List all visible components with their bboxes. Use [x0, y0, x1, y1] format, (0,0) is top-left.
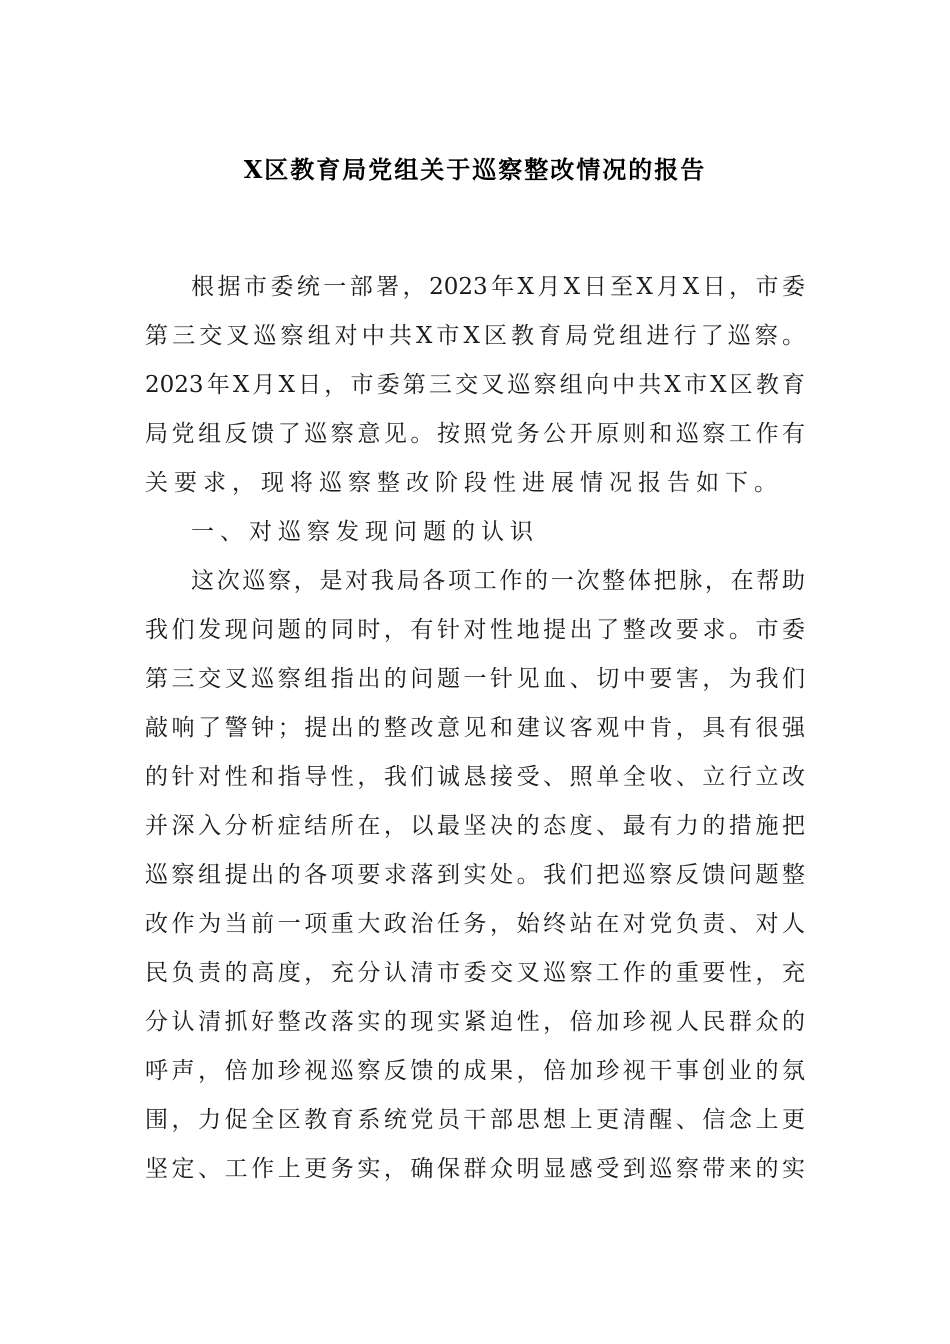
paragraph-line: 我们发现问题的同时，有针对性地提出了整改要求。市委 — [145, 617, 805, 643]
document-body — [145, 268, 805, 1199]
paragraph-line: 第三交叉巡察组对中共X市X区教育局党组进行了巡察。 — [145, 323, 805, 349]
paragraph-line: 民负责的高度，充分认清市委交叉巡察工作的重要性，充 — [145, 960, 805, 986]
paragraph-line: 局党组反馈了巡察意见。按照党务公开原则和巡察工作有 — [145, 421, 805, 447]
paragraph-line: 改作为当前一项重大政治任务，始终站在对党负责、对人 — [145, 911, 805, 937]
paragraph-line: 2023年X月X日，市委第三交叉巡察组向中共X市X区教育 — [145, 372, 805, 398]
paragraph-line: 坚定、工作上更务实，确保群众明显感受到巡察带来的实 — [145, 1156, 805, 1182]
paragraph-line: 关要求，现将巡察整改阶段性进展情况报告如下。 — [145, 470, 783, 496]
paragraph-line: 巡察组提出的各项要求落到实处。我们把巡察反馈问题整 — [145, 862, 805, 888]
paragraph-line: 呼声，倍加珍视巡察反馈的成果，倍加珍视干事创业的氛 — [145, 1058, 805, 1084]
paragraph-line: 围，力促全区教育系统党员干部思想上更清醒、信念上更 — [145, 1107, 805, 1133]
paragraph-line: 这次巡察，是对我局各项工作的一次整体把脉，在帮助 — [191, 568, 805, 594]
paragraph-line: 敲响了警钟；提出的整改意见和建议客观中肯，具有很强 — [145, 715, 805, 741]
paragraph-line: 分认清抓好整改落实的现实紧迫性，倍加珍视人民群众的 — [145, 1009, 805, 1035]
document-title: X区教育局党组关于巡察整改情况的报告 — [243, 155, 707, 184]
paragraph-line: 的针对性和指导性，我们诚恳接受、照单全收、立行立改 — [145, 764, 805, 790]
paragraph-line: 第三交叉巡察组指出的问题一针见血、切中要害，为我们 — [145, 666, 805, 692]
paragraph-line: 根据市委统一部署，2023年X月X日至X月X日，市委 — [191, 274, 805, 300]
paragraph-line: 并深入分析症结所在，以最坚决的态度、最有力的措施把 — [145, 813, 805, 839]
section-heading: 一、对巡察发现问题的认识 — [191, 519, 539, 545]
